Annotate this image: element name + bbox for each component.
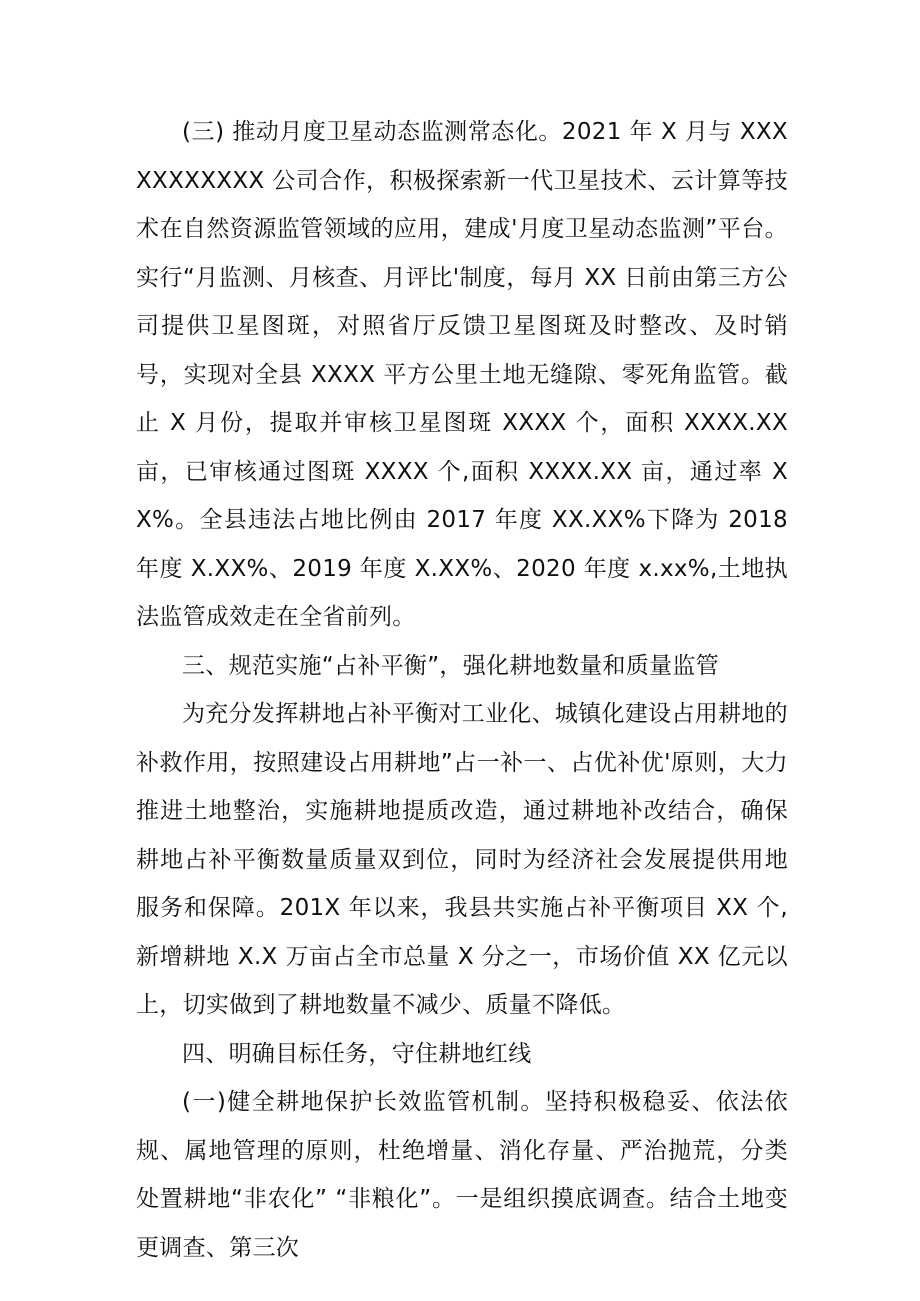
paragraph-satellite-monitoring: (三) 推动月度卫星动态监测常态化。2021 年 X 月与 XXXXXXXXXXX 公司合作，积极探索新一代卫星技术、云计算等技术在自然资源监管领域的应用，建成'月度卫星动态监测”平台。实行“月监测、月核查、月评比'制度，每月 XX 日前由第三方公司提供卫星图斑，对照省厅反馈卫星图斑及时整改、及时销号，实现对全县 XXXX 平方公里土地无缝隙、零死角监管。截止 X 月份，提取并审核卫星图斑 XXXX 个，面积 XXXX.XX 亩，已审核通过图斑 XXXX 个,面积 XXXX.XX 亩，通过率 XX%。全县违法占地比例由 2017 年度 XX.XX%下降为 2018 年度 X.XX%、2019 年度 X.XX%、2020 年度 x.xx%,土地执法监管成效走在全省前列。 (136, 119, 788, 630)
section-heading-redline: 四、明确目标任务，守住耕地红线 (182, 1040, 532, 1067)
paragraph-farmland-balance: 为充分发挥耕地占补平衡对工业化、城镇化建设占用耕地的补救作用，按照建设占用耕地”占一补一、占优补优'原则，大力推进土地整治，实施耕地提质改造，通过耕地补改结合，确保耕地占补平衡数量质量双到位，同时为经济社会发展提供用地服务和保障。201X 年以来，我县共实施占补平衡项目 XX 个,新增耕地 X.X 万亩占全市总量 X 分之一，市场价值 XX 亿元以上，切实做到了耕地数量不减少、质量不降低。 (136, 701, 788, 1018)
document-body (136, 108, 788, 1272)
paragraph-protection-mechanism: (一)健全耕地保护长效监管机制。坚持积极稳妥、依法依规、属地管理的原则，杜绝增量、消化存量、严治抛荒，分类处置耕地“非农化” “非粮化”。一是组织摸底调查。结合土地变更调查、第三次 (136, 1089, 788, 1261)
section-heading-balance: 三、规范实施“占补平衡”，强化耕地数量和质量监管 (182, 652, 720, 679)
